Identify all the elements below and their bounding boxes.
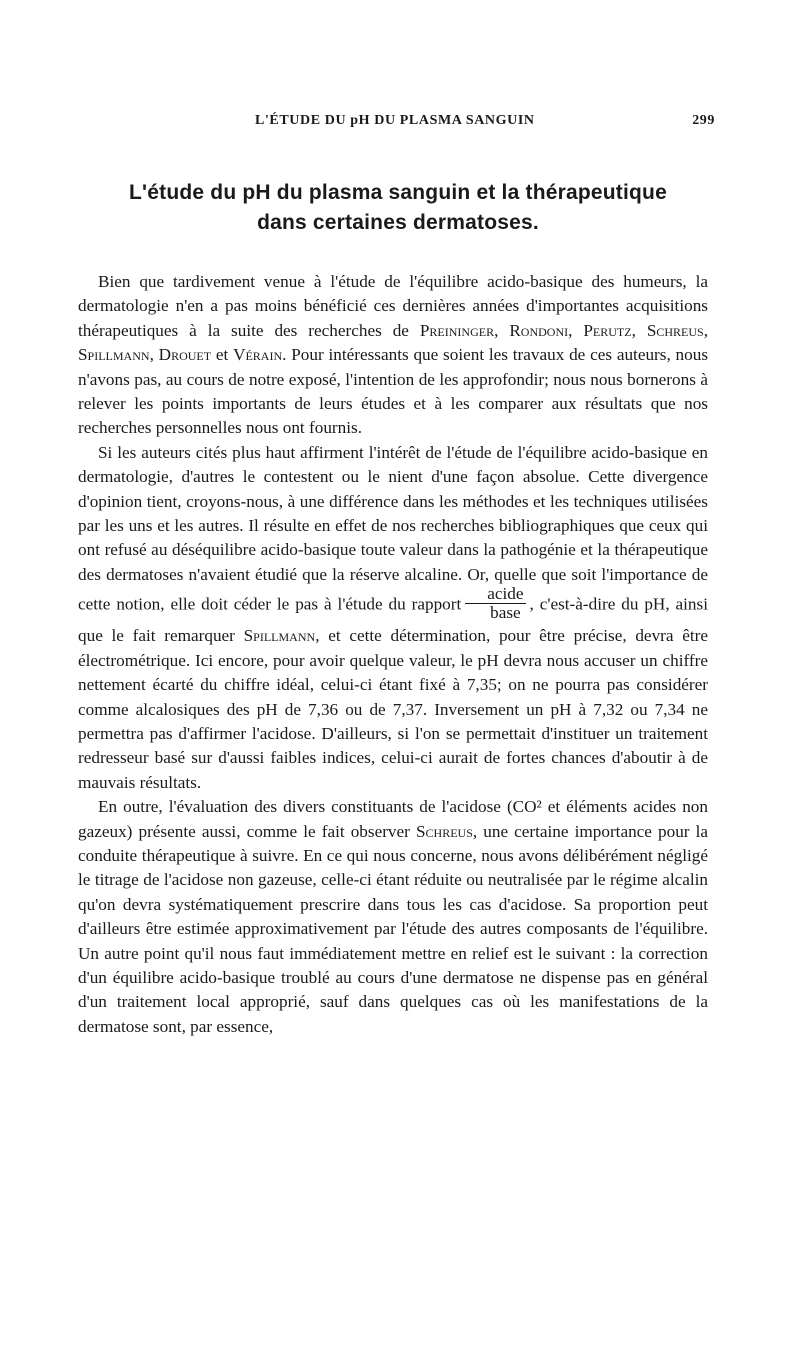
p1-text-2: . Pour intéressants que soient les travaux de ces auteurs, nous n'avons pas, au cours de notre exposé, l'intention de les approfondir; nous nous bornerons à relever les points importants de leurs études et à les comparer aux résultats que nos recherches personnelles nous ont fournis. xyxy=(78,345,709,438)
fraction-numerator: acide xyxy=(465,585,525,604)
separator: , xyxy=(494,320,510,340)
p3-text-1: En outre, l'évaluation des divers constituants de l'acidose (CO² et éléments acides non gazeux) présente aussi, comme le fait observer xyxy=(78,797,708,841)
author-name: Schreus xyxy=(415,821,473,841)
separator: et xyxy=(211,345,234,365)
author-name: Rondoni xyxy=(509,320,569,340)
p2-text-3: , et cette détermination, pour être précise, devra être électrométrique. Ici encore, pour avoir quelque valeur, le pH devra nous accuser un chiffre nettement écarté du chiffre idéal, celui-ci étant fixé à 7,35; on ne pourra pas considérer comme alcalosiques des pH de 7,36 ou de 7,37. Inversement un pH à 7,32 ou 7,34 ne permettra pas d'affirmer l'acidose. D'ailleurs, si l'on se permettait d'instituer un traitement redresseur basé sur d'aussi faibles indices, celui-ci aurait de fortes chances d'aboutir à de mauvais résultats. xyxy=(78,626,708,792)
article-title-line-1: L'étude du pH du plasma sanguin et la thérapeutique xyxy=(129,181,667,204)
separator: , xyxy=(149,345,159,365)
author-name: Spillmann xyxy=(78,345,150,365)
author-name: Preininger xyxy=(419,320,495,340)
author-name: Drouet xyxy=(158,345,212,365)
paragraph-2 xyxy=(78,441,708,795)
p2-text-2: , c'est-à-dire du pH, ainsi que le fait remarquer xyxy=(78,594,708,646)
paragraph-1 xyxy=(78,270,708,441)
p1-text-1: Bien que tardivement venue à l'étude de l'équilibre acido-basique des humeurs, la dermatologie n'en a pas moins bénéficié ces dernières années d'importantes acquisitions thérapeutiques à la suite des recherches de xyxy=(78,272,708,340)
author-name: Spillmann xyxy=(243,626,316,646)
article-body xyxy=(78,270,708,1039)
p3-text-2: , une certaine importance pour la conduite thérapeutique à suivre. En ce qui nous concerne, nous avons délibérément négligé le titrage de l'acidose non gazeuse, celle-ci étant réduite ou neutralisée par le régime alcalin qu'on devra systématiquement prescrire dans tous les cas d'acidose. Sa proportion peut d'ailleurs être estimée approximativement par l'étude des autres composants de l'équilibre. Un autre point qu'il nous faut immédiatement mettre en relief est le suivant : la correction d'un équilibre acido-basique troublé au cours d'une dermatose ne dispense pas en général d'un traitement local approprié, sauf dans quelques cas où les manifestations de la dermatose sont, par essence, xyxy=(78,821,708,1036)
separator: , xyxy=(703,320,709,340)
separator: , xyxy=(631,320,647,340)
fraction-acide-base xyxy=(465,585,525,622)
author-name: Vérain xyxy=(233,345,283,365)
paragraph-3 xyxy=(78,795,708,1039)
p2-text-1: Si les auteurs cités plus haut affirment l'intérêt de l'étude de l'équilibre acido-basique en dermatologie, d'autres le contestent ou le nient d'une façon absolue. Cette divergence d'opinion tient, croyons-nous, à une différence dans les méthodes et les techniques utilisées par les uns et les autres. Il résulte en effet de nos recherches bibliographiques que ceux qui ont refusé au déséquilibre acido-basique toute valeur dans la pathogénie et la thérapeutique des dermatoses n'avaient étudié que la réserve alcaline. Or, quelle que soit l'importance de cette notion, elle doit céder le pas à l'étude du rapport xyxy=(78,442,708,614)
fraction-denominator: base xyxy=(490,603,521,623)
article-title-line-2: dans certaines dermatoses. xyxy=(257,211,539,234)
author-name: Perutz xyxy=(583,320,632,340)
article-title xyxy=(78,178,718,238)
author-name: Schreus xyxy=(646,320,704,340)
separator: , xyxy=(568,320,584,340)
running-title: L'ÉTUDE DU pH DU PLASMA SANGUIN xyxy=(255,113,535,128)
page-number: 299 xyxy=(692,113,715,128)
